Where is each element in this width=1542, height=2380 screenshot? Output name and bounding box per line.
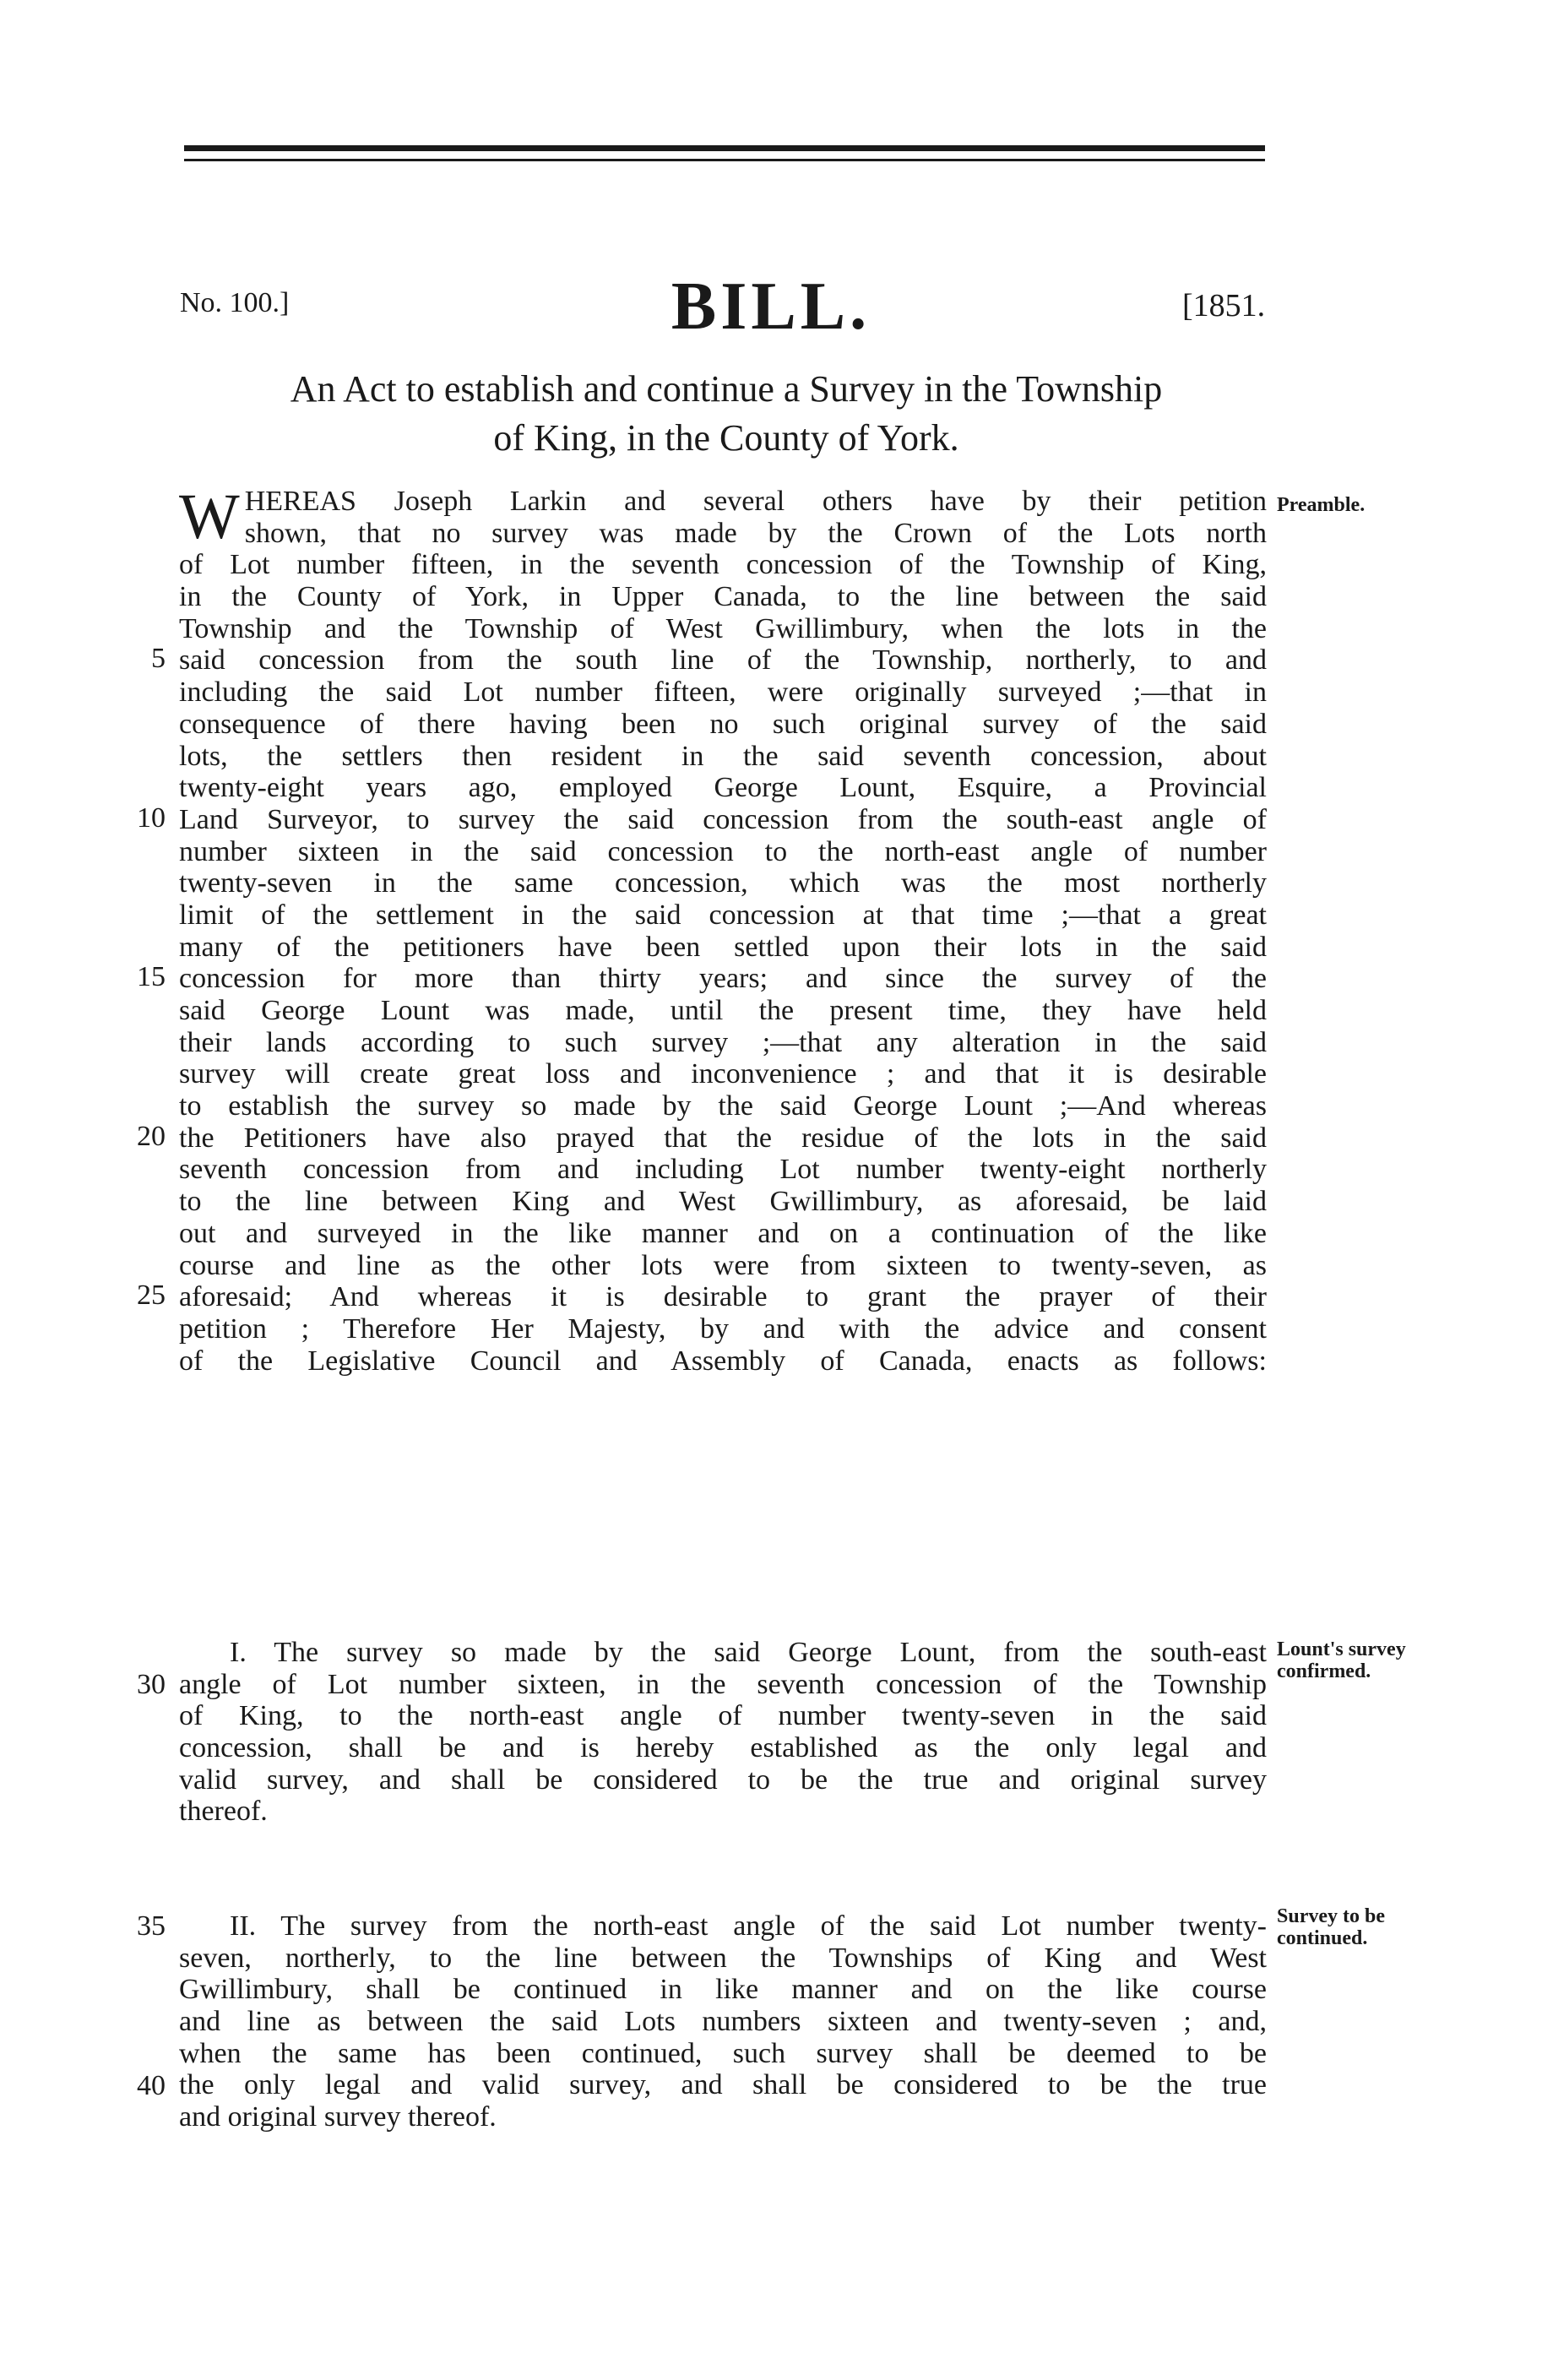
line-number: 5: [151, 643, 166, 674]
text-line: concession for more than thirty years; and since the survey of the: [179, 963, 1267, 995]
act-title: [177, 365, 1275, 463]
section-2-paragraph: [179, 1910, 1267, 2133]
section-1-paragraph: [179, 1637, 1267, 1828]
text-line: of the Legislative Council and Assembly of Canada, enacts as follows:: [179, 1345, 1267, 1377]
text-line: seventh concession from and including Lot number twenty-eight northerly: [179, 1154, 1267, 1186]
text-line: their lands according to such survey ;—that any alteration in the said: [179, 1026, 1267, 1058]
text-line: course and line as the other lots were from sixteen to twenty-seven, as: [179, 1249, 1267, 1281]
text-line: of King, to the north-east angle of number twenty-seven in the said: [179, 1700, 1267, 1732]
text-line: twenty-seven in the same concession, which was the most northerly: [179, 867, 1267, 899]
text-line: angle of Lot number sixteen, in the seventh concession of the Township: [179, 1668, 1267, 1700]
line-number: 10: [137, 802, 166, 834]
line-number: 40: [137, 2070, 166, 2101]
text-line: shown, that no survey was made by the Crown of the Lots north: [244, 517, 1267, 549]
header-rule-thick: [184, 145, 1265, 151]
line-number: 25: [137, 1280, 166, 1311]
text-line: said George Lount was made, until the present time, they have held: [179, 995, 1267, 1026]
text-line: concession, shall be and is hereby established as the only legal and: [179, 1732, 1267, 1764]
text-line: aforesaid; And whereas it is desirable to grant the prayer of their: [179, 1281, 1267, 1313]
bill-title: BILL.: [671, 269, 871, 344]
text-line: Township and the Township of West Gwillimbury, when the lots in the: [179, 612, 1267, 644]
text-line: consequence of there having been no such original survey of the said: [179, 708, 1267, 740]
act-title-line-2: of King, in the County of York.: [493, 417, 959, 459]
line-number: 35: [137, 1910, 166, 1942]
header-rule-thin: [184, 159, 1265, 161]
text-line: II. The survey from the north-east angle of the said Lot number twenty-: [230, 1910, 1267, 1942]
text-line: when the same has been continued, such survey shall be deemed to be: [179, 2037, 1267, 2069]
text-line: survey will create great loss and inconvenience ; and that it is desirable: [179, 1058, 1267, 1090]
text-line: number sixteen in the said concession to the north-east angle of number: [179, 835, 1267, 867]
text-line: valid survey, and shall be considered to be the true and original survey: [179, 1763, 1267, 1796]
text-line: HEREAS Joseph Larkin and several others have by their petition: [244, 486, 1267, 517]
text-line: thereof.: [179, 1796, 268, 1828]
margin-note-preamble: Preamble.: [1277, 494, 1366, 516]
text-line: I. The survey so made by the said George Lount, from the south-east: [230, 1637, 1267, 1668]
text-line: to the line between King and West Gwillimbury, as aforesaid, be laid: [179, 1186, 1267, 1218]
text-line: and line as between the said Lots numbers sixteen and twenty-seven ; and,: [179, 2006, 1267, 2038]
drop-cap: W: [179, 481, 240, 552]
text-line: twenty-eight years ago, employed George Lount, Esquire, a Provincial: [179, 772, 1267, 804]
line-number: 15: [137, 961, 166, 992]
text-line: Land Surveyor, to survey the said concession from the south-east angle of: [179, 803, 1267, 835]
text-line: lots, the settlers then resident in the said seventh concession, about: [179, 740, 1267, 772]
act-title-line-1: An Act to establish and continue a Survey in the Township: [290, 368, 1163, 410]
text-line: and original survey thereof.: [179, 2101, 497, 2133]
preamble-paragraph: [179, 481, 1267, 1377]
text-line: Gwillimbury, shall be continued in like manner and on the like course: [179, 1974, 1267, 2006]
bill-number: No. 100.]: [180, 287, 290, 318]
text-line: said concession from the south line of the Township, northerly, to and: [179, 644, 1267, 677]
line-number: 30: [137, 1669, 166, 1700]
line-number: 20: [137, 1121, 166, 1152]
text-line: the Petitioners have also prayed that the residue of the lots in the said: [179, 1122, 1267, 1154]
text-line: out and surveyed in the like manner and on a continuation of the like: [179, 1217, 1267, 1249]
text-line: to establish the survey so made by the said George Lount ;—And whereas: [179, 1090, 1267, 1122]
text-line: seven, northerly, to the line between the Townships of King and West: [179, 1942, 1267, 1974]
text-line: in the County of York, in Upper Canada, to the line between the said: [179, 581, 1267, 613]
text-line: including the said Lot number fifteen, were originally surveyed ;—that in: [179, 677, 1267, 709]
margin-note-section-1: Lount's survey confirmed.: [1277, 1638, 1406, 1682]
text-line: the only legal and valid survey, and shall be considered to be the true: [179, 2069, 1267, 2101]
text-line: limit of the settlement in the said concession at that time ;—that a great: [179, 899, 1267, 931]
bill-year: [1851.: [1182, 288, 1266, 323]
margin-note-section-2: Survey to be continued.: [1277, 1905, 1385, 1949]
text-line: of Lot number fifteen, in the seventh concession of the Township of King,: [179, 549, 1267, 581]
text-line: petition ; Therefore Her Majesty, by and with the advice and consent: [179, 1312, 1267, 1345]
text-line: many of the petitioners have been settled upon their lots in the said: [179, 931, 1267, 963]
